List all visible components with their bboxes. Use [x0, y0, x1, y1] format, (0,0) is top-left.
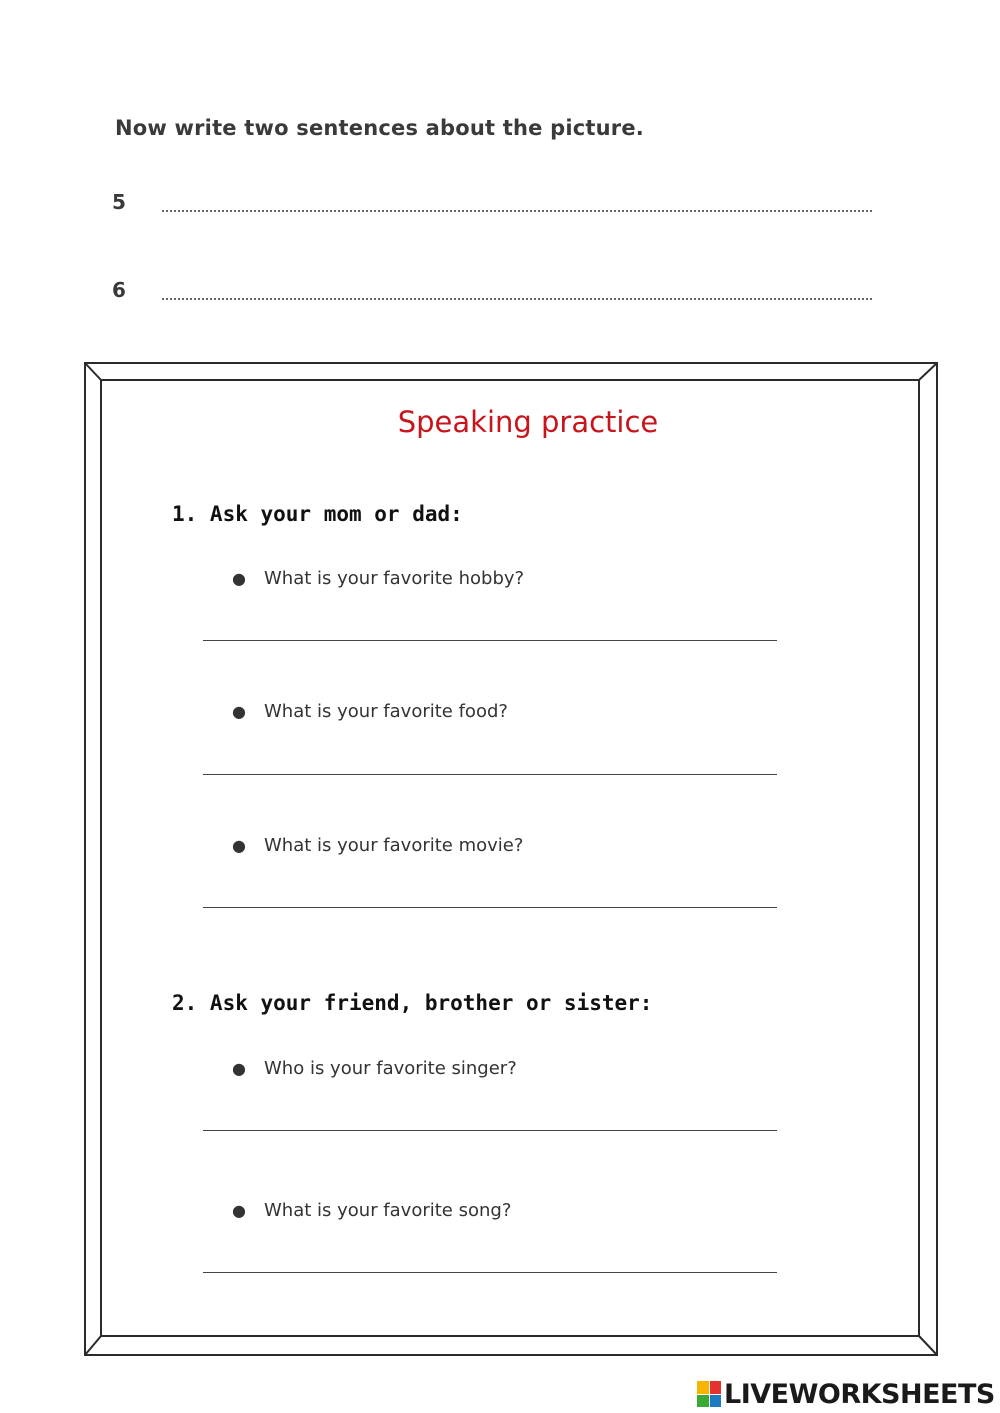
question-text: What is your favorite song?: [264, 1200, 512, 1221]
section-heading-2: 2. Ask your friend, brother or sister:: [172, 991, 653, 1015]
speaking-title: Speaking practice: [397, 405, 659, 439]
answer-line[interactable]: [203, 774, 777, 775]
answer-line[interactable]: [203, 1272, 777, 1273]
question-text: What is your favorite food?: [264, 701, 508, 722]
question-text: What is your favorite movie?: [264, 835, 524, 856]
logo-text: LIVEWORKSHEETS: [724, 1378, 995, 1410]
top-instruction: Now write two sentences about the picture.: [115, 116, 644, 140]
answer-line[interactable]: [203, 1130, 777, 1131]
line-number: 6: [112, 278, 126, 302]
liveworksheets-logo: [697, 1379, 995, 1409]
section-heading-1: 1. Ask your mom or dad:: [172, 502, 463, 526]
question-item: [232, 1200, 511, 1221]
bullet-icon: ●: [232, 836, 246, 855]
question-item: [232, 568, 524, 589]
bullet-icon: ●: [232, 702, 246, 721]
question-item: [232, 1058, 517, 1079]
logo-mark-icon: [697, 1381, 721, 1407]
answer-line[interactable]: [203, 907, 777, 908]
bullet-icon: ●: [232, 1059, 246, 1078]
question-item: [232, 701, 508, 722]
answer-line[interactable]: [203, 640, 777, 641]
line-number: 5: [112, 190, 126, 214]
question-item: [232, 835, 523, 856]
bullet-icon: ●: [232, 569, 246, 588]
question-text: What is your favorite hobby?: [264, 568, 525, 589]
question-text: Who is your favorite singer?: [264, 1058, 517, 1079]
bullet-icon: ●: [232, 1201, 246, 1220]
